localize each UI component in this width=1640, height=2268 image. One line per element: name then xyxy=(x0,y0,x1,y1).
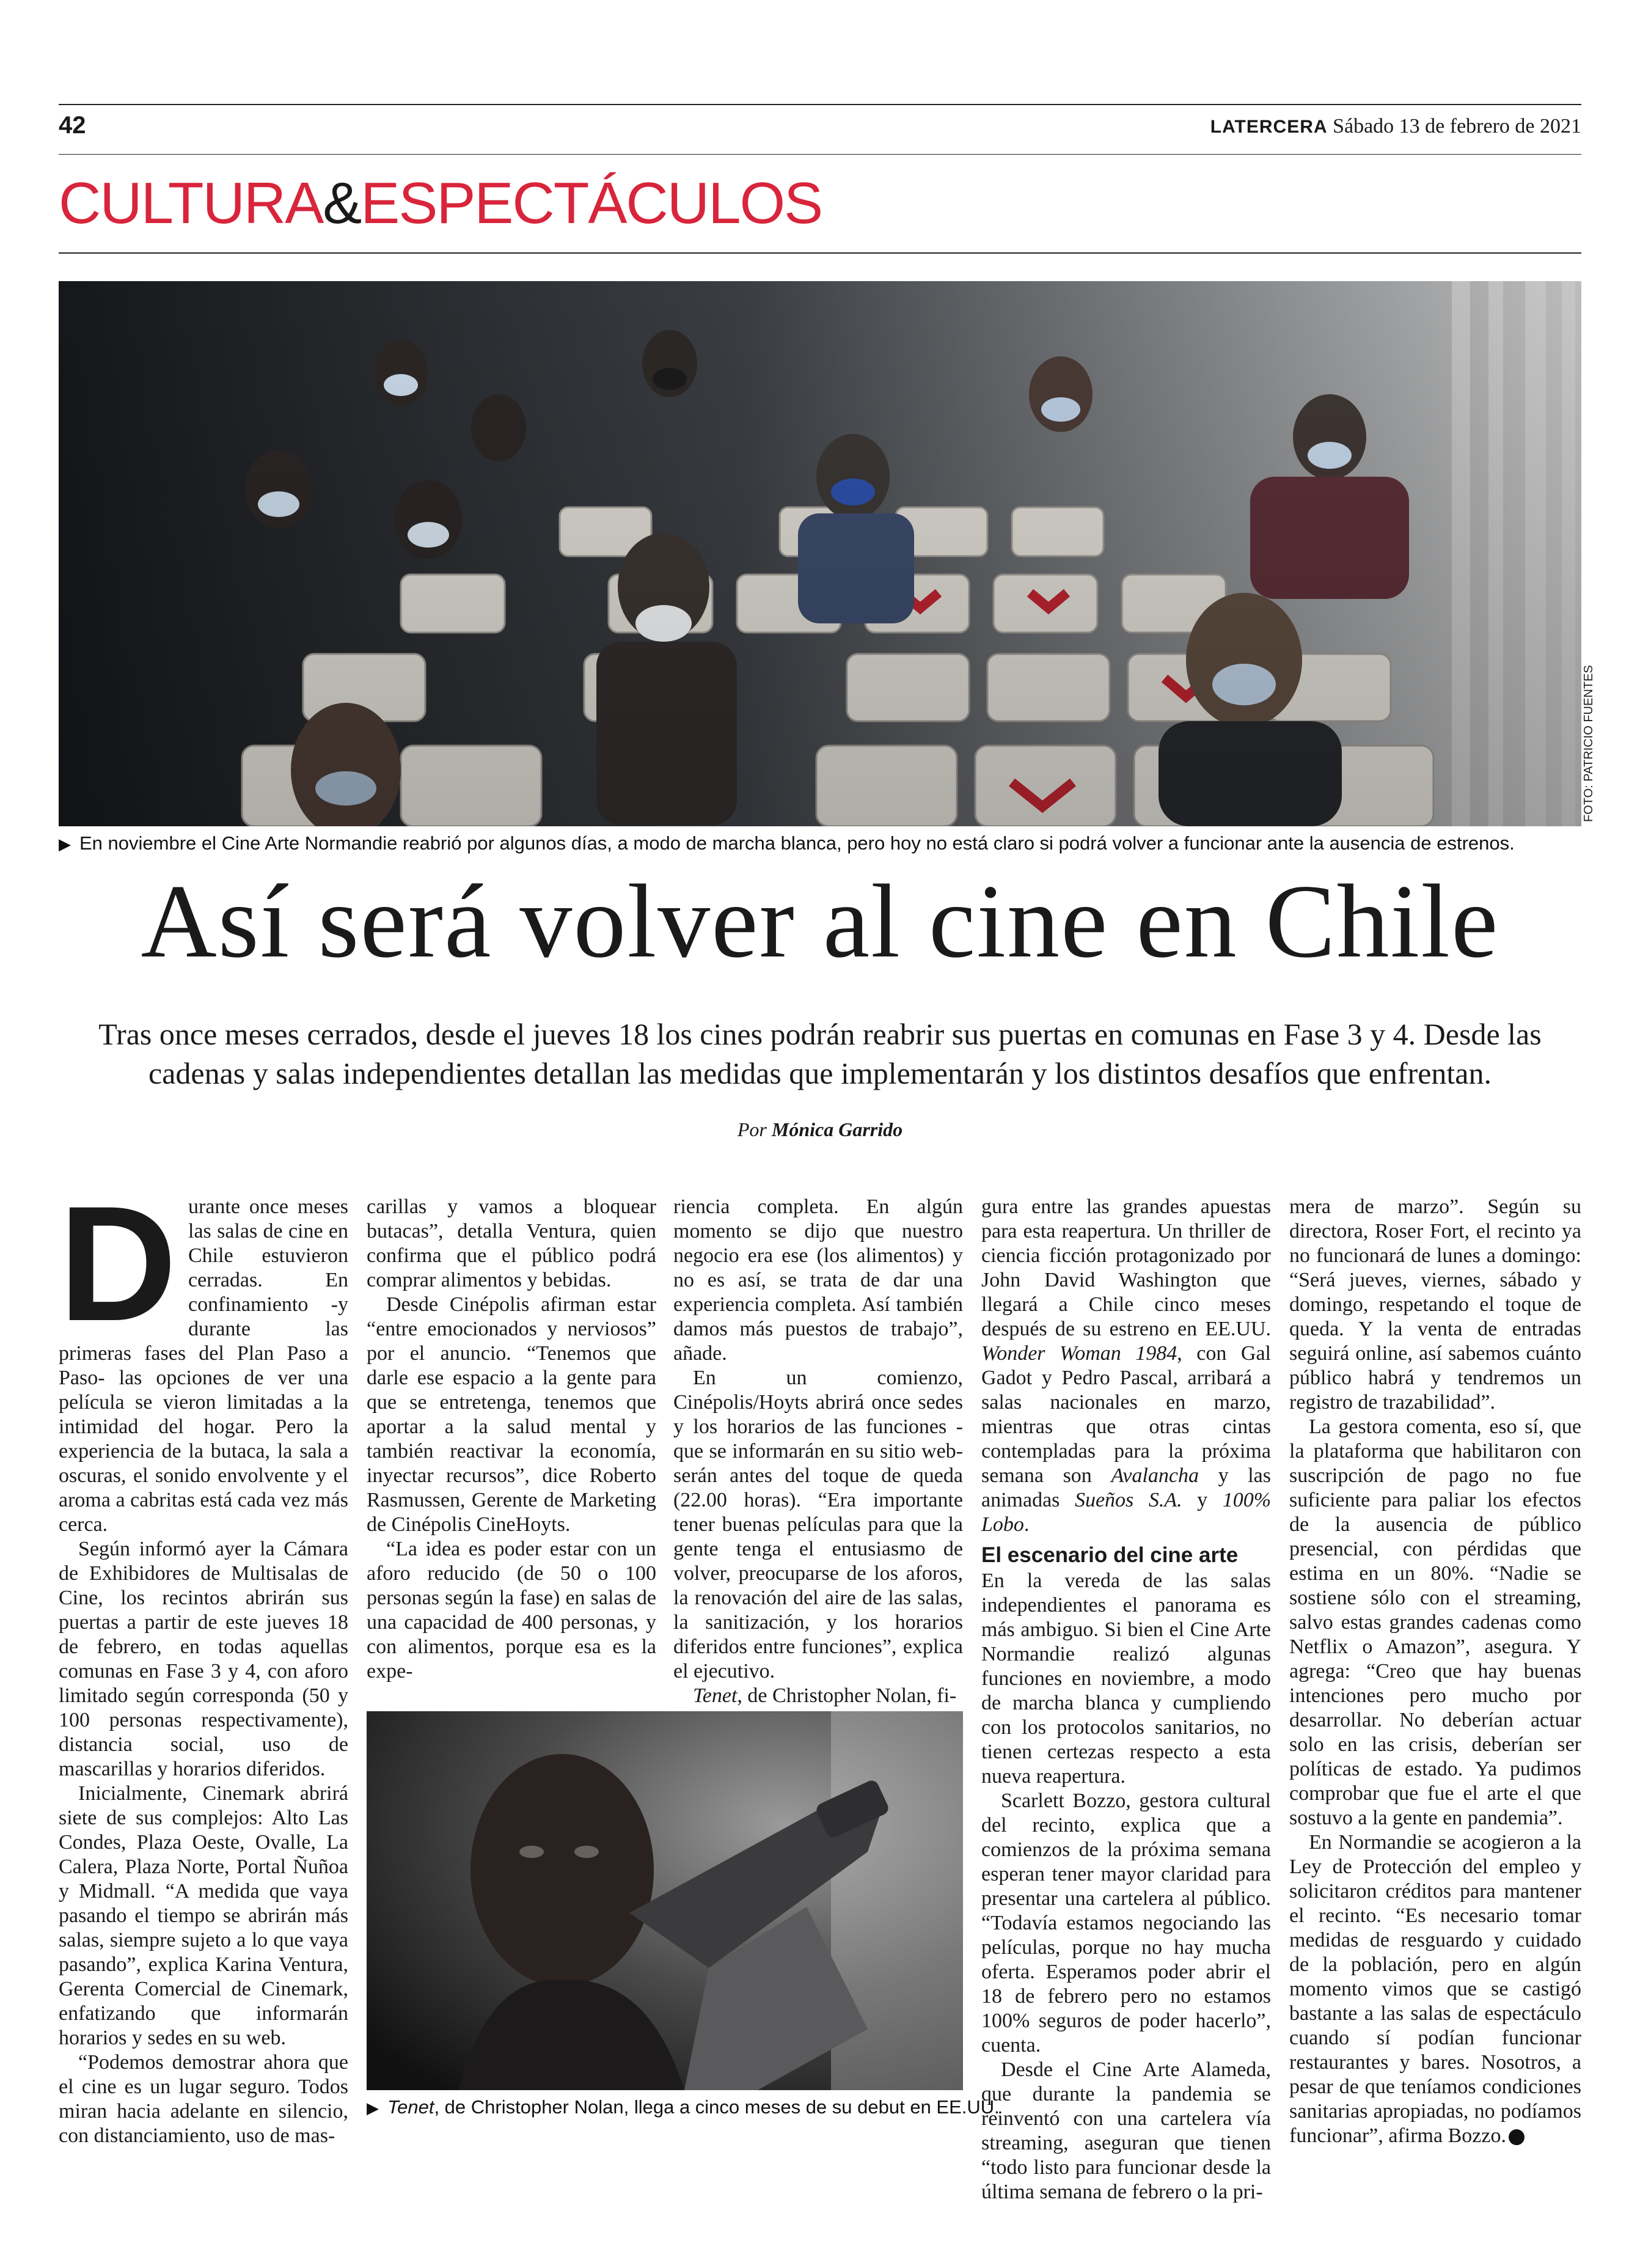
article-text: y las animadas xyxy=(981,1464,1271,1511)
caption-arrow-icon: ▶ xyxy=(367,2099,379,2117)
tenet-still-photo xyxy=(367,1711,963,2090)
article-column-1 xyxy=(59,1172,348,2148)
dropcap: D xyxy=(59,1172,177,1355)
byline xyxy=(0,1118,1640,1141)
article-paragraph xyxy=(1289,1830,1581,2148)
film-title: 100% Lobo xyxy=(981,1489,1272,1536)
film-title: Avalancha xyxy=(1111,1464,1199,1487)
section-part-2: ESPECTÁCULOS xyxy=(361,171,822,236)
section-title xyxy=(59,171,822,236)
headline: Así será volver al cine en Chile xyxy=(141,864,1499,980)
issue-date: Sábado 13 de febrero de 2021 xyxy=(1333,115,1581,138)
article-text: En Normandie se acogieron a la Ley de Protección del empleo y solicitaron créditos para mantener el recinto. “Es necesario tomar medidas de resguardo y cuidado de la población, pero en algún momento vimos que se castigó bastante a las salas de espectáculo cuando sí podían funcionar restaurantes y bares. Nosotros, a pesar de que teníamos condiciones sanitarias apropiadas, no podíamos funcionar”, afirma Bozzo. xyxy=(1289,1831,1581,2147)
article-paragraph: urante once meses las salas de cine en Chile estuvieron cerradas. En confinamiento -y durante las primeras fases del Plan Paso a Paso- las opciones de ver una película se vieron limitadas a la intimidad del hogar. Pero la experiencia de la butaca, la sala a oscuras, el sonido envolvente y el aroma a cabritas está cada vez más cerca. xyxy=(59,1195,348,1536)
top-photo-caption xyxy=(59,832,1515,854)
article-paragraph: riencia completa. En algún momento se dijo que nuestro negocio era ese (los alimentos) y no es así, se trata de dar una experiencia completa. Así también damos más puestos de trabajo”, añade. xyxy=(673,1195,963,1365)
article-subhead: El escenario del cine arte xyxy=(981,1543,1239,1567)
article-paragraph: Según informó ayer la Cámara de Exhibidores de Multisalas de Cine, los recintos abrirán sus puertas a partir de este jueves 18 de febrero, en todas aquellas comunas en Fase 3 y 4, con aforo limitado según corresponda (50 y 100 personas respectivamente), distancia social, uso de mascarillas y horarios diferidos. xyxy=(59,1538,348,1780)
film-title: Tenet xyxy=(693,1684,738,1707)
article-paragraph: Inicialmente, Cinemark abrirá siete de sus complejos: Alto Las Condes, Plaza Oeste, Ovalle, La Calera, Plaza Norte, Portal Ñuñoa y Midmall. “A medida que vaya pasando el tiempo se abrirán más salas, siempre sujeto a lo que vaya pasando”, explica Karina Ventura, Gerenta Comercial de Cinemark, enfatizando que informarán horarios y sedes en su web. xyxy=(59,1782,348,2049)
end-of-article-icon xyxy=(1509,2129,1525,2145)
article-paragraph: En la vereda de las salas independientes el panorama es más ambiguo. Si bien el Cine Arte Normandie realizó algunas funciones en noviembre, a modo de marcha blanca y cumpliendo con los protocolos sanitarios, no tienen certezas respecto a esta nueva reapertura. xyxy=(981,1569,1271,1788)
byline-author: Mónica Garrido xyxy=(771,1118,903,1140)
article-paragraph: mera de marzo”. Según su directora, Roser Fort, el recinto ya no funcionará de lunes a domingo: “Será jueves, viernes, sábado y domingo, respetando el toque de queda. Y la venta de entradas seguirá online, así sabemos cuánto público habrá y tendremos un registro de trazabilidad”. xyxy=(1289,1195,1581,1414)
article-paragraph: carillas y vamos a bloquear butacas”, detalla Ventura, quien confirma que el público podrá comprar alimentos y bebidas. xyxy=(367,1195,656,1291)
page-number: 42 xyxy=(59,112,86,139)
article-paragraph: Scarlett Bozzo, gestora cultural del recinto, explica que a comienzos de la próxima semana esperan tener mayor claridad para presentar una cartelera al público. “Todavía estamos negociando las películas, porque no hay mucha oferta. Esperamos poder abrir el 18 de febrero pero no estamos 100% seguros de poder hacerlo”, cuenta. xyxy=(981,1789,1271,2057)
header-rule xyxy=(59,154,1581,155)
article-column-2 xyxy=(367,1195,656,1684)
masthead xyxy=(1210,115,1581,138)
caption-film-title: Tenet xyxy=(387,2096,434,2118)
tenet-caption-text: , de Christopher Nolan, llega a cinco meses de su debut en EE.UU. xyxy=(434,2096,1000,2118)
section-part-1: CULTURA xyxy=(59,171,323,236)
article-paragraph: “Podemos demostrar ahora que el cine es un lugar seguro. Todos miran hacia adelante en silencio, con distanciamiento, uso de mas- xyxy=(59,2051,348,2147)
top-rule xyxy=(59,104,1581,105)
deck: Tras once meses cerrados, desde el jueves 18 los cines podrán reabrir sus puertas en comunas en Fase 3 y 4. Desde las cadenas y salas independientes detallan las medidas que implementarán y los distintos desafíos que enfrentan. xyxy=(98,1017,1542,1090)
article-paragraph: “La idea es poder estar con un aforo reducido (de 50 o 100 personas según la fase) en salas de una capacidad de 400 personas, y con alimentos, porque esa es la expe- xyxy=(367,1538,656,1683)
film-title: Wonder Woman 1984 xyxy=(981,1342,1177,1365)
article-paragraph xyxy=(673,1684,963,1708)
article-column-5 xyxy=(1289,1195,1581,2148)
article-column-3 xyxy=(673,1195,963,1708)
tenet-photo-caption xyxy=(367,2096,1000,2118)
article-paragraph: Desde Cinépolis afirman estar “entre emocionados y nerviosos” por el anuncio. “Tenemos que darle ese espacio a la gente para que se entretenga, tenemos que aportar a la salud mental y también reactivar la economía, inyectar recursos”, dice Roberto Rasmussen, Gerente de Marketing de Cinépolis CineHoyts. xyxy=(367,1293,656,1536)
section-ampersand: & xyxy=(323,171,361,236)
article-paragraph xyxy=(981,1195,1271,1537)
byline-prefix: Por xyxy=(737,1118,767,1140)
film-title: Sueños S.A. xyxy=(1074,1489,1182,1511)
article-paragraph: La gestora comenta, eso sí, que la plataforma que habilitaron con suscripción de pago no fue suficiente para paliar los efectos de la ausencia de público presencial, con pérdidas que estima en un 80%. “Nadie se sostiene sólo con el streaming, salvo estas grandes cadenas como Netflix o Amazon”, asegura. Y agrega: “Creo que hay buenas intenciones pero mucho por desarrollar. No deberían actuar solo en las crisis, deberían ser políticas de estado. Ya pudimos comprobar que fue el arte el que sostuvo a la gente en pandemia”. xyxy=(1289,1415,1581,1829)
article-text: gura entre las grandes apuestas para esta reapertura. Un thriller de ciencia ficción protagonizado por John David Washington que llegará a Chile cinco meses después de su estreno en EE.UU. xyxy=(981,1195,1271,1340)
photo-credit: FOTO: PATRICIO FUENTES xyxy=(1582,665,1595,822)
caption-arrow-icon: ▶ xyxy=(59,835,71,853)
article-paragraph: En un comienzo, Cinépolis/Hoyts abrirá once sedes y los horarios de las funciones -que se informarán en su sitio web- serán antes del toque de queda (22.00 horas). “Era importante tener buenas películas para que la gente tenga el entusiasmo de volver, preocuparse de los aforos, la renovación del aire de las salas, la sanitización, y los horarios diferidos entre funciones”, explica el ejecutivo. xyxy=(673,1367,963,1683)
article-text: , de Christopher Nolan, fi- xyxy=(737,1684,957,1707)
cinema-audience-photo xyxy=(59,281,1581,826)
section-rule xyxy=(59,252,1581,254)
newspaper-brand: LATERCERA xyxy=(1210,117,1328,137)
article-text: . xyxy=(1023,1513,1030,1536)
article-text: , con Gal Gadot y Pedro Pascal, arribará a salas nacionales en marzo, mientras que otras cintas contempladas para la próxima semana son xyxy=(981,1342,1271,1487)
article-paragraph: Desde el Cine Arte Alameda, que durante la pandemia se reinventó con una cartelera vía streaming, aseguran que tienen “todo listo para funcionar desde la última semana de febrero o la pri- xyxy=(981,2058,1271,2203)
top-photo-caption-text: En noviembre el Cine Arte Normandie reabrió por algunos días, a modo de marcha blanca, pero hoy no está claro si podrá volver a funcionar ante la ausencia de estrenos. xyxy=(79,832,1515,854)
article-column-4 xyxy=(981,1195,1271,2204)
article-text: y xyxy=(1182,1489,1223,1511)
